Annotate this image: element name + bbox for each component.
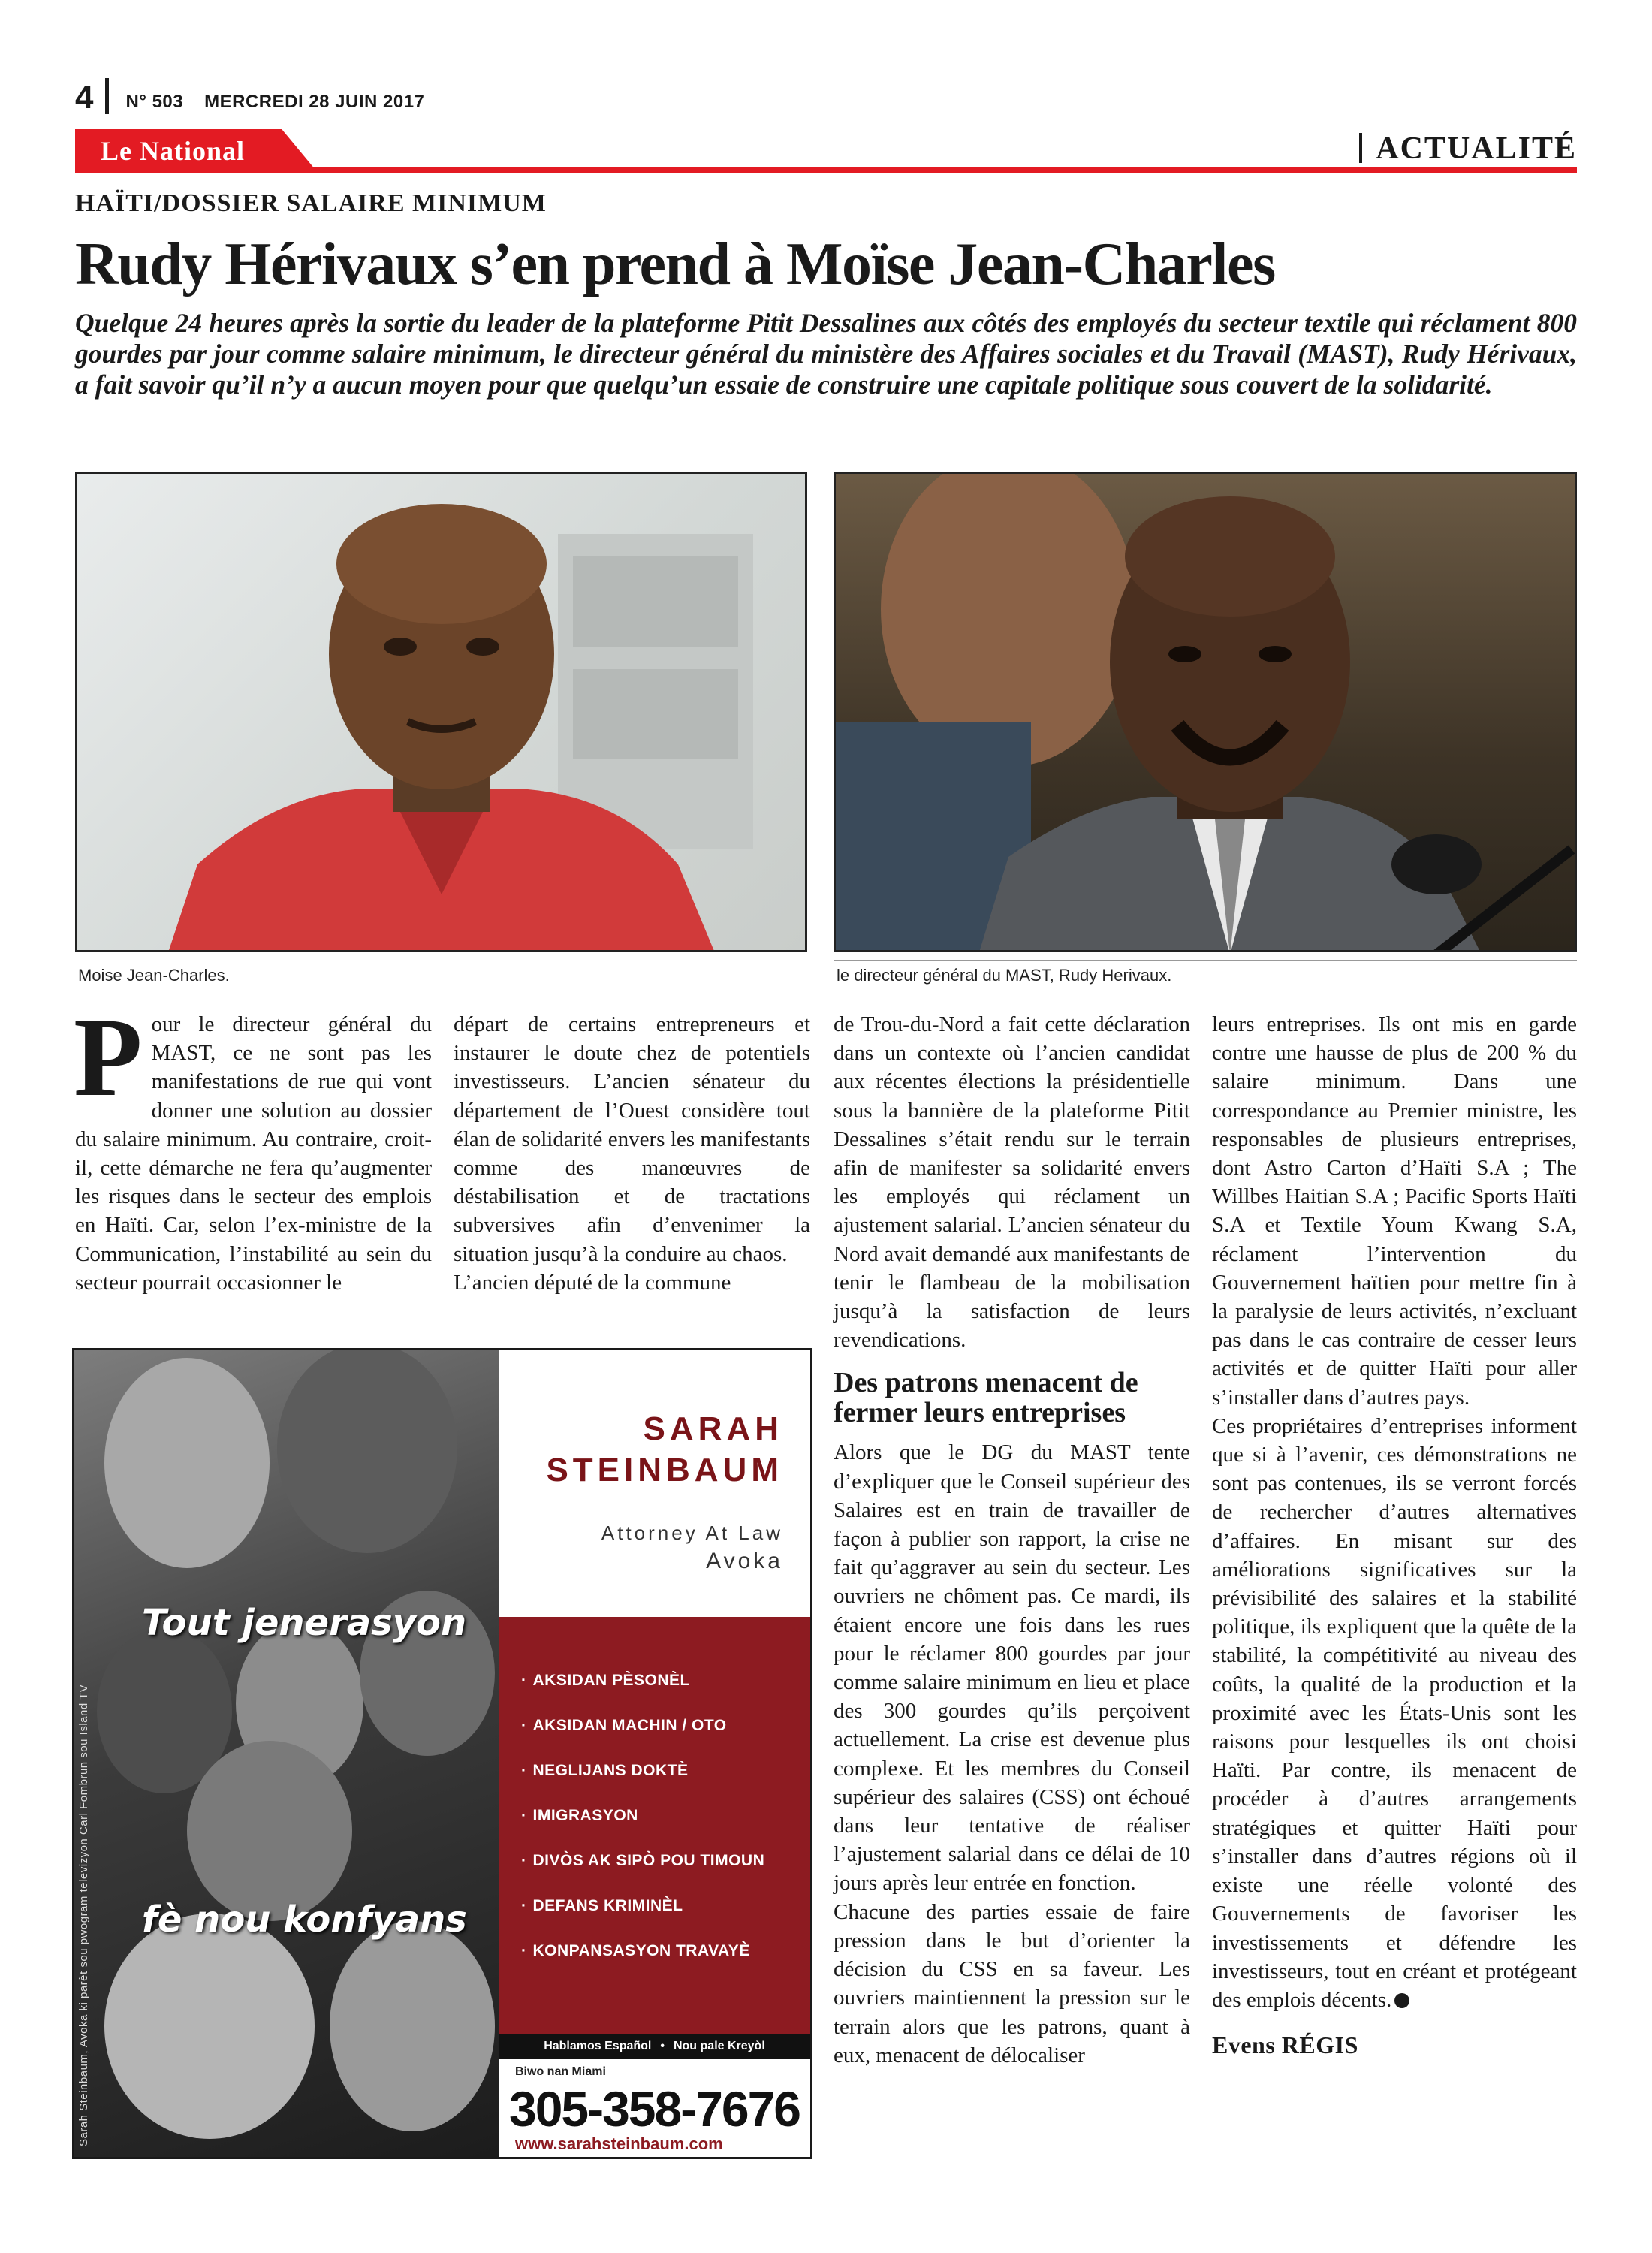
ad-languages xyxy=(499,2034,810,2059)
advertisement-sarah-steinbaum[interactable] xyxy=(72,1348,812,2159)
section-header xyxy=(75,129,1577,173)
dropcap: P xyxy=(74,995,143,1120)
paragraph-text: our le directeur général du MAST, ce ne sont pas les manifestations de rue qui vont donner une solution au dossier du salaire minimum. Au contraire, croit-il, cette démarche ne fera qu’augmenter les risques dans le secteur des emplois en Haïti. Car, selon l’ex-ministre de la Communication, l’instabilité au sein du secteur pourrait occasionner le xyxy=(75,1012,432,1295)
ad-name-last: STEINBAUM xyxy=(546,1452,783,1488)
page-number: 4 xyxy=(75,79,94,116)
collage-illustration xyxy=(74,1350,499,2157)
article-kicker: HAÏTI/DOSSIER SALAIRE MINIMUM xyxy=(75,189,547,217)
article-standfirst: Quelque 24 heures après la sortie du leader de la plateforme Pitit Dessalines aux côtés des employés du secteur textile qui réclament 800 gourdes par jour comme salaire minimum, le directeur général du ministère des Affaires sociales et du Travail (MAST), Rudy Hérivaux, a fait savoir qu’il n’y a aucun moyen pour que quelqu’un essaie de construire une capitale politique sous couvert de la solidarité. xyxy=(75,308,1577,400)
article-paragraph: L’ancien député de la commune xyxy=(454,1270,731,1295)
article-column-4 xyxy=(1212,1010,1577,2059)
ad-office-location: Biwo nan Miami xyxy=(515,2065,606,2078)
article-column-3 xyxy=(834,1010,1190,2070)
issue-date: MERCREDI 28 JUIN 2017 xyxy=(204,92,425,112)
article-headline: Rudy Hérivaux s’en prend à Moïse Jean-Charles xyxy=(75,231,1275,297)
ad-service-item: · NEGLIJANS DOKTÈ xyxy=(521,1748,764,1793)
ad-service-item: · DIVÒS AK SIPÒ POU TIMOUN xyxy=(521,1838,764,1884)
ad-language-creole: Nou pale Kreyòl xyxy=(673,2040,765,2052)
ad-title-creole: Avoka xyxy=(706,1549,783,1573)
article-paragraph: Alors que le DG du MAST tente d’expliquer que le Conseil supérieur des Salaires est en train de travailler de façon à publier son rapport, la crise ne fait qu’aggraver au sein du secteur. Les ouvriers ne chôment pas. Ce mardi, ils étaient encore une fois dans les rues pour le réclamer 800 gourdes par jour comme salaire minimum en lieu et place des 300 gourdes qu’ils perçoivent actuellement. La crise est devenue plus complexe. Et les membres du Conseil supérieur des salaires (CSS) ont échoué dans leur tentative de réaliser l’ajustement salarial dans ce délai de 10 jours après leur entrée en fonction. xyxy=(834,1440,1190,1896)
issue-info xyxy=(125,93,445,114)
portrait-illustration xyxy=(77,474,807,952)
photo-caption-1: Moise Jean-Charles. xyxy=(78,966,230,985)
ad-service-item: · AKSIDAN PÈSONÈL xyxy=(521,1658,764,1703)
folio xyxy=(75,72,445,114)
article-paragraph: départ de certains entrepreneurs et instaurer le doute chez de potentiels investisseurs. L’ancien sénateur du département de l’Ouest considère tout élan de solidarité envers les manifestants comme des manœuvres de déstabilisation et de tractations subversives afin d’envenimer la situation jusqu’à la conduire au chaos. xyxy=(454,1012,810,1266)
photo-caption-2: le directeur général du MAST, Rudy Herivaux. xyxy=(837,966,1172,985)
section-label: ACTUALITÉ xyxy=(1359,131,1577,167)
article-column-2 xyxy=(454,1010,810,1297)
ad-language-separator: • xyxy=(660,2040,665,2052)
portrait-illustration xyxy=(836,474,1577,952)
issue-number: N° 503 xyxy=(125,92,184,112)
ad-tagline-1: Tout jenerasyon xyxy=(142,1602,467,1644)
ad-service-item: · DEFANS KRIMINÈL xyxy=(521,1884,764,1929)
header-rule xyxy=(75,167,1577,173)
article-column-1 xyxy=(74,995,432,1297)
paragraph-text: Ces propriétaires d’entreprises informent que si à l’avenir, ces démonstrations ne sont pas contenues, ils se verront forcés de rechercher d’autres alternatives d’affaires. En misant sur des améliorations significatives sur la prévisibilité des salaires et la stabilité politique, ils expliquent que la quête de la stabilité, la compétitivité au niveau des coûts, la qualité de la production et la proximité avec les États-Unis sont les raisons pour lesquelles ils ont choisi Haïti. Par contre, ils menacent de procéder à d’autres arrangements stratégiques et quitter Haïti pour s’installer dans d’autres régions où il existe une réelle volonté des Gouvernements de favoriser les investissements et défendre les investisseurs, tout en créant et protégeant des emplois décents. xyxy=(1212,1413,1577,2012)
article-paragraph: de Trou-du-Nord a fait cette déclaration dans un contexte où l’ancien candidat aux récentes élections la présidentielle sous la bannière de la plateforme Pitit Dessalines s’était rendu sur le terrain afin de manifester sa solidarité envers les employés qui réclament un ajustement salarial. L’ancien sénateur du Nord avait demandé aux manifestants de tenir le flambeau de la mobilisation jusqu’à la satisfaction de leurs revendications. xyxy=(834,1012,1190,1353)
ad-contact-panel xyxy=(499,2059,810,2157)
ad-language-spanish: Hablamos Español xyxy=(544,2040,652,2052)
ad-name-first: SARAH xyxy=(643,1410,783,1447)
ad-services-list xyxy=(521,1658,764,1974)
photo-rudy-herivaux xyxy=(834,472,1577,952)
ad-service-item: · KONPANSASYON TRAVAYÈ xyxy=(521,1929,764,1974)
ad-phone-number[interactable]: 305-358-7676 xyxy=(509,2081,800,2137)
ad-services-panel xyxy=(499,1617,810,2034)
ad-side-text: Sarah Steinbaum, Avoka ki parèt sou pwogram televizyon Carl Fombrun sou Island TV xyxy=(77,1684,90,2146)
ad-photo-collage xyxy=(74,1350,499,2157)
article-paragraph xyxy=(74,995,432,1297)
article-paragraph: leurs entreprises. Ils ont mis en garde contre une hausse de plus de 200 % du salaire minimum. Dans une correspondance au Premier ministre, les responsables de plusieurs entreprises, dont Astro Carton d’Haïti S.A ; The Willbes Haitian S.A ; Pacific Sports Haïti S.A et Textile Youm Kwang S.A, réclament l’intervention du Gouvernement haïtien pour mettre fin à la paralysie de leurs activités, n’excluant pas dans le cas contraire de cesser leurs activités et de quitter Haïti pour aller s’installer dans d’autres pays. xyxy=(1212,1012,1577,1410)
ad-tagline-2: fè nou konfyans xyxy=(142,1899,467,1941)
ad-title-english: Attorney At Law xyxy=(601,1522,783,1544)
end-mark-icon xyxy=(1394,1993,1409,2008)
folio-divider xyxy=(105,78,109,114)
ad-service-item: · IMIGRASYON xyxy=(521,1793,764,1838)
article-byline: Evens RÉGIS xyxy=(1212,2031,1358,2059)
article-paragraph: Chacune des parties essaie de faire pression dans le but d’orienter la décision du CSS en sa faveur. Les ouvriers maintiennent la pression sur le terrain alors que les patrons, quant à eux, menacent de délocaliser xyxy=(834,1899,1190,2068)
ad-website-link[interactable]: www.sarahsteinbaum.com xyxy=(515,2134,723,2153)
ad-service-item: · AKSIDAN MACHIN / OTO xyxy=(521,1703,764,1748)
article-paragraph xyxy=(1212,1412,1577,2014)
article-subhead: Des patrons menacent de fermer leurs entreprises xyxy=(834,1367,1138,1429)
caption-rule xyxy=(834,960,1577,961)
brand-name: Le National xyxy=(101,136,246,166)
photo-moise-jean-charles xyxy=(75,472,807,952)
